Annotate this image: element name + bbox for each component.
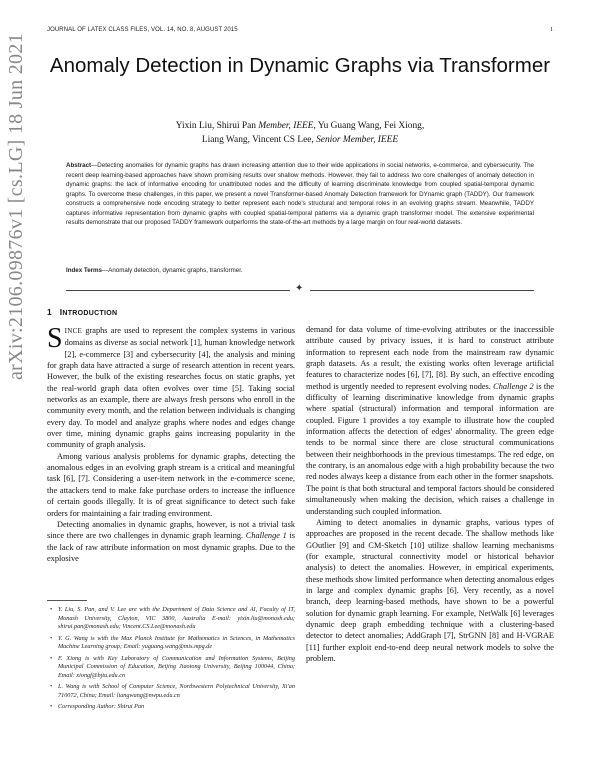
index-terms-text: —Anomaly detection, dynamic graphs, transformer. bbox=[102, 267, 243, 274]
section-heading bbox=[47, 308, 117, 317]
footnote-item bbox=[47, 606, 295, 632]
paragraph-text: Detecting anomalies in dynamic graphs, however, is not a trivial task since there are two challenges in dynamic graph learning. bbox=[47, 519, 295, 541]
page-number: 1 bbox=[550, 26, 554, 33]
paragraph-text: graphs are used to represent the complex systems in various domains as diverse as social network [1], human knowledge network [2], e-commerce [3] and cybersecurity [4], the analysis and mining for graph data have attracted a surge of research attention in recent years. However, the bulk of the existing researches focus on static graphs, yet the real-world graph data often evolves over time [5]. Taking social networks as an example, there are always fresh persons who enroll in the community every month, and the relation between individuals is changing every day. To model and analyze graphs where nodes and edges change over time, mining dynamic graphs gains increasing popularity in the community of graph analysis. bbox=[47, 326, 295, 450]
paragraph bbox=[47, 325, 295, 451]
paragraph-text: is the lack of raw attribute information on most dynamic graphs. Due to the explosive bbox=[47, 531, 296, 563]
bullet-icon: • bbox=[50, 634, 53, 642]
left-column bbox=[47, 325, 295, 564]
challenge-1-emphasis: Challenge 1 bbox=[245, 531, 287, 541]
divider-line-right bbox=[310, 290, 534, 291]
abstract-label: Abstract bbox=[66, 162, 92, 169]
footnote-item bbox=[47, 655, 295, 681]
authors-line1-role: Member, IEEE bbox=[258, 121, 314, 131]
footnote-item bbox=[47, 683, 295, 700]
right-column bbox=[306, 324, 554, 664]
arxiv-stamp: arXiv:2106.09876v1 [cs.LG] 18 Jun 2021 bbox=[5, 33, 27, 380]
paragraph-text: demand for data volume of time-evolving attributes or the inaccessible attribute caused by privacy issues, it is hard to construct attribute information to represent each node from the mainstream raw dynamic graph datasets. As a result, the existing works often leverage artificial features to characterize nodes [6], [7], [8]. By such, an effective encoding method is urgently needed to represent evolving nodes. bbox=[306, 325, 554, 391]
smallcaps-lead: INCE bbox=[64, 327, 83, 335]
authors-line2-a: Liang Wang, Vincent CS Lee, bbox=[201, 135, 317, 145]
paragraph: Aiming to detect anomalies in dynamic graphs, various types of approaches are proposed in the recent decade. The shallow methods like GOutlier [9] and CM-Sketch [10] utilize shallow learning mechanisms (for example, structural connectivity model or historical behavior analysis) to detect the anomalies. However, in empirical experiments, these methods show limited performance when detecting anomalous edges in large and complex dynamic graphs [6]. Very recently, as a novel branch, deep learning-based methods, have shown to be a powerful solution for dynamic graph learning. For example, NetWalk [6] leverages dynamic deep graph embedding technique with a clustering-based detector to detect anomalies; AddGraph [7], StrGNN [8] and H-VGRAE [11] further exploit end-to-end deep neural network models to solve the problem. bbox=[306, 517, 554, 663]
abstract-text: —Detecting anomalies for dynamic graphs has drawn increasing attention due to their wide applications in social networks, e-commerce, and cybersecurity. The recent deep learning-based approaches have shown promising results over shallow methods. However, they fail to address two core challenges of anomaly detection in dynamic graphs: the lack of informative encoding for unattributed nodes and the difficulty of learning discriminate knowledge from coupled spatial-temporal dynamic graphs. To overcome these challenges, in this paper, we present a novel Transformer-based Anomaly Detection framework for DYnamic graph (TADDY). Our framework constructs a comprehensive node encoding strategy to better represent each node's structural and temporal roles in an evolving graphs stream. Meanwhile, TADDY captures informative representation from dynamic graphs with coupled spatial-temporal patterns via a dynamic graph transformer model. The extensive experimental results demonstrate that our proposed TADDY framework outperforms the state-of-the-art methods by a large margin on four real-world datasets. bbox=[66, 162, 534, 226]
authors-line1-a: Yixin Liu, Shirui Pan bbox=[175, 121, 259, 131]
bullet-icon: • bbox=[50, 683, 53, 690]
footnote-text: Corresponding Author: Shirui Pan bbox=[58, 703, 145, 710]
footnote-rule bbox=[47, 600, 87, 601]
paragraph bbox=[47, 519, 295, 564]
paragraph bbox=[306, 324, 554, 517]
footnote-text: Y. G. Wang is with the Max Planck Institute for Mathematics in Sciences, in Mathematics Machine Learning group; Email: yuguang.wang@mis.mpg.de bbox=[58, 634, 295, 650]
paper-title: Anomaly Detection in Dynamic Graphs via Transformer bbox=[49, 54, 551, 77]
bullet-icon: • bbox=[50, 654, 53, 662]
running-header: JOURNAL OF LATEX CLASS FILES, VOL. 14, NO. 8, AUGUST 2015 bbox=[47, 27, 238, 33]
index-terms bbox=[66, 266, 534, 275]
divider-diamond-icon: ✦ bbox=[295, 283, 304, 294]
section-divider bbox=[66, 283, 534, 296]
paragraph-text: is the difficulty of learning discriminative knowledge from dynamic graphs where spatial (structural) information and temporal information are coupled. Figure 1 provides a toy example to illustrate how the coupled information affects the detection of edges' abnormality. The green edge tends to be normal since there are close structural communications between their neighborhoods in the previous timestamps. The red edge, on the contrary, is an anomalous edge with a high probability because the two red nodes always keep a distance from each other in the former snapshots. The point is that both structural and temporal factors should be considered simultaneously when making the decision, which raises a challenge in understanding such coupled information. bbox=[306, 381, 554, 516]
footnote-item bbox=[47, 635, 295, 652]
drop-cap: S bbox=[47, 323, 63, 354]
section-number: 1 bbox=[47, 307, 52, 317]
section-title-rest: NTRODUCTION bbox=[62, 310, 118, 317]
footnote-text: F. Xiong is with Key Laboratory of Communication and Information Systems, Beijing Municipal Commission of Education, Beijing Jiaotong University, Beijing 100044, China; Email: xiongf@bjtu.edu.cn bbox=[58, 654, 295, 679]
index-terms-label: Index Terms bbox=[66, 267, 102, 274]
footnote-text: L. Wang is with School of Computer Science, Northwestern Polytechnical University, Xi'an 710072, China; Email: liangwang@nwpu.edu.cn bbox=[58, 683, 295, 699]
bullet-icon: • bbox=[50, 703, 53, 710]
challenge-2-emphasis: Challenge 2 bbox=[493, 381, 534, 391]
authors-line2-role: Senior Member, IEEE bbox=[316, 135, 399, 145]
section-title-initial: I bbox=[59, 307, 63, 317]
authors-line1-c: , Yu Guang Wang, Fei Xiong, bbox=[313, 121, 425, 131]
divider-line-left bbox=[66, 290, 290, 291]
bullet-icon: • bbox=[50, 606, 53, 613]
author-list bbox=[60, 119, 540, 147]
footnote-text: Y. Liu, S. Pan, and V. Lee are with the Department of Data Science and AI, Faculty of IT, Monash University, Clayton, VIC 3800, Australia E-mail: yixin.liu@monash.edu; shirui.pan@monash.edu; Vincent.CS.Lee@monash.edu bbox=[58, 606, 295, 630]
footnote-item bbox=[47, 703, 295, 712]
footnotes bbox=[47, 606, 295, 715]
paragraph: Among various analysis problems for dynamic graphs, detecting the anomalous edges in an evolving graph stream is a critical and meaningful task [6], [7]. Considering a user-item network in the e-commerce scene, the attackers tend to make fake purchase orders to increase the influence of certain goods illegally. It is of great significance to detect such fake orders for maintaining a fair trading environment. bbox=[47, 451, 295, 518]
abstract bbox=[66, 161, 534, 228]
